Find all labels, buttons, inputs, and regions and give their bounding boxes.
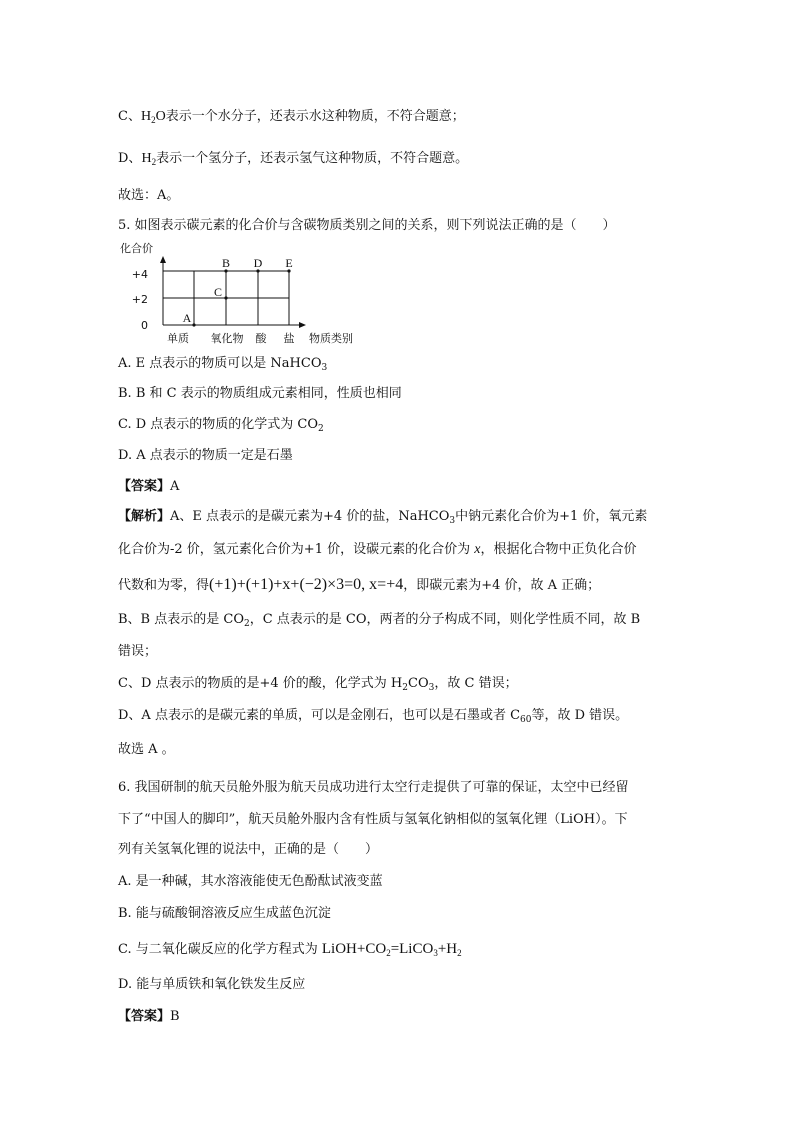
point-e-label: E [285,256,293,270]
q6-option-c: C. 与二氧化碳反应的化学方程式为 $LiOH+CO_2=LiCO_3+H_2$ [118,941,462,958]
prev-option-d: D、$H_2$表示一个氢分子，还表示氢气这种物质，不符合题意。 [118,151,469,167]
q6-stem-line-1: 6. 我国研制的航天员舱外服为航天员成功进行太空行走提供了可靠的保证，太空中已经留 [118,780,629,795]
y-tick-plus4: +4 [131,268,148,281]
x-tick-acid: 酸 [255,332,267,345]
point-d-label: D [253,256,263,270]
x-axis-arrow [299,322,306,328]
x-tick-salt: 盐 [283,332,295,345]
q5-option-a: A. E 点表示的物质可以是 NaHCO$_3$ [118,356,328,373]
q5-analysis-line-7: D、A 点表示的是碳元素的单质，可以是金刚石，也可以是石墨或者 $C_{60}$等，故 D 错误。 [118,708,629,725]
q5-analysis-line-6: C、D 点表示的物质的是+4 价的酸，化学式为 $H_2CO_3$，故 C 错误； [118,676,518,693]
q6-option-a: A. 是一种碱，其水溶液能使无色酚酞试液变蓝 [118,874,383,889]
q5-conclusion: 故选 A 。 [118,742,175,757]
y-axis-label: 化合价 [120,242,153,255]
point-a-dot [192,323,195,326]
q5-analysis-line-4: B、B 点表示的是 $CO_2$，C 点表示的是 CO，两者的分子构成不同，则化学性质不同，故 B [118,612,641,629]
prev-answer: 故选：A。 [118,188,180,203]
y-axis-arrow [160,256,166,263]
point-c-label: C [213,285,223,299]
q6-option-d: D. 能与单质铁和氧化铁发生反应 [118,977,306,992]
q6-answer: 【答案】B [118,1009,180,1024]
q6-option-b: B. 能与硫酸铜溶液反应生成蓝色沉淀 [118,906,331,921]
q5-analysis-line-5: 错误； [118,644,158,659]
q6-stem-line-3: 列有关氢氧化锂的说法中，正确的是（ ） [118,842,379,857]
q5-option-c: C. D 点表示的物质的化学式为 $CO_2$ [118,417,324,434]
x-axis-label: 物质类别 [309,332,353,345]
q5-option-b: B. B 和 C 表示的物质组成元素相同，性质也相同 [118,386,402,401]
q5-analysis-line-3: 代数和为零，得(+1)+(+1)+x+(−2)×3=0, x=+4，即碳元素为+4 价，故 A 正确； [118,576,601,593]
point-b-label: B [221,256,231,270]
x-tick-oxide: 氧化物 [210,332,244,345]
q5-answer: 【答案】A [118,479,180,494]
valence-category-diagram [118,238,368,350]
q6-stem-line-2: 下了“中国人的脚印”，航天员舱外服内含有性质与氢氧化钠相似的氢氧化锂（LiOH）。下 [118,812,628,827]
x-tick-element: 单质 [167,332,189,345]
valence-equation: (+1)+(+1)+x+(−2)×3=0, x=+4 [209,576,404,593]
q5-stem: 5. 如图表示碳元素的化合价与含碳物质类别之间的关系，则下列说法正确的是（ ） [118,218,616,233]
point-a-label: A [182,311,192,325]
point-c-dot [224,296,227,299]
y-tick-zero: 0 [141,319,148,332]
q5-analysis-line-2: 化合价为-2 价，氢元素化合价为+1 价，设碳元素的化合价为 x，根据化合物中正负化合价 [118,542,637,557]
q5-analysis-line-1: 【解析】A、E 点表示的是碳元素为+4 价的盐，NaHCO$_3$中钠元素化合价为+1 价，氧元素 [118,509,648,526]
prev-option-c: C、$H_2O$表示一个水分子，还表示水这种物质，不符合题意； [118,109,465,125]
y-tick-plus2: +2 [131,293,148,306]
q5-option-d: D. A 点表示的物质一定是石墨 [118,448,293,463]
